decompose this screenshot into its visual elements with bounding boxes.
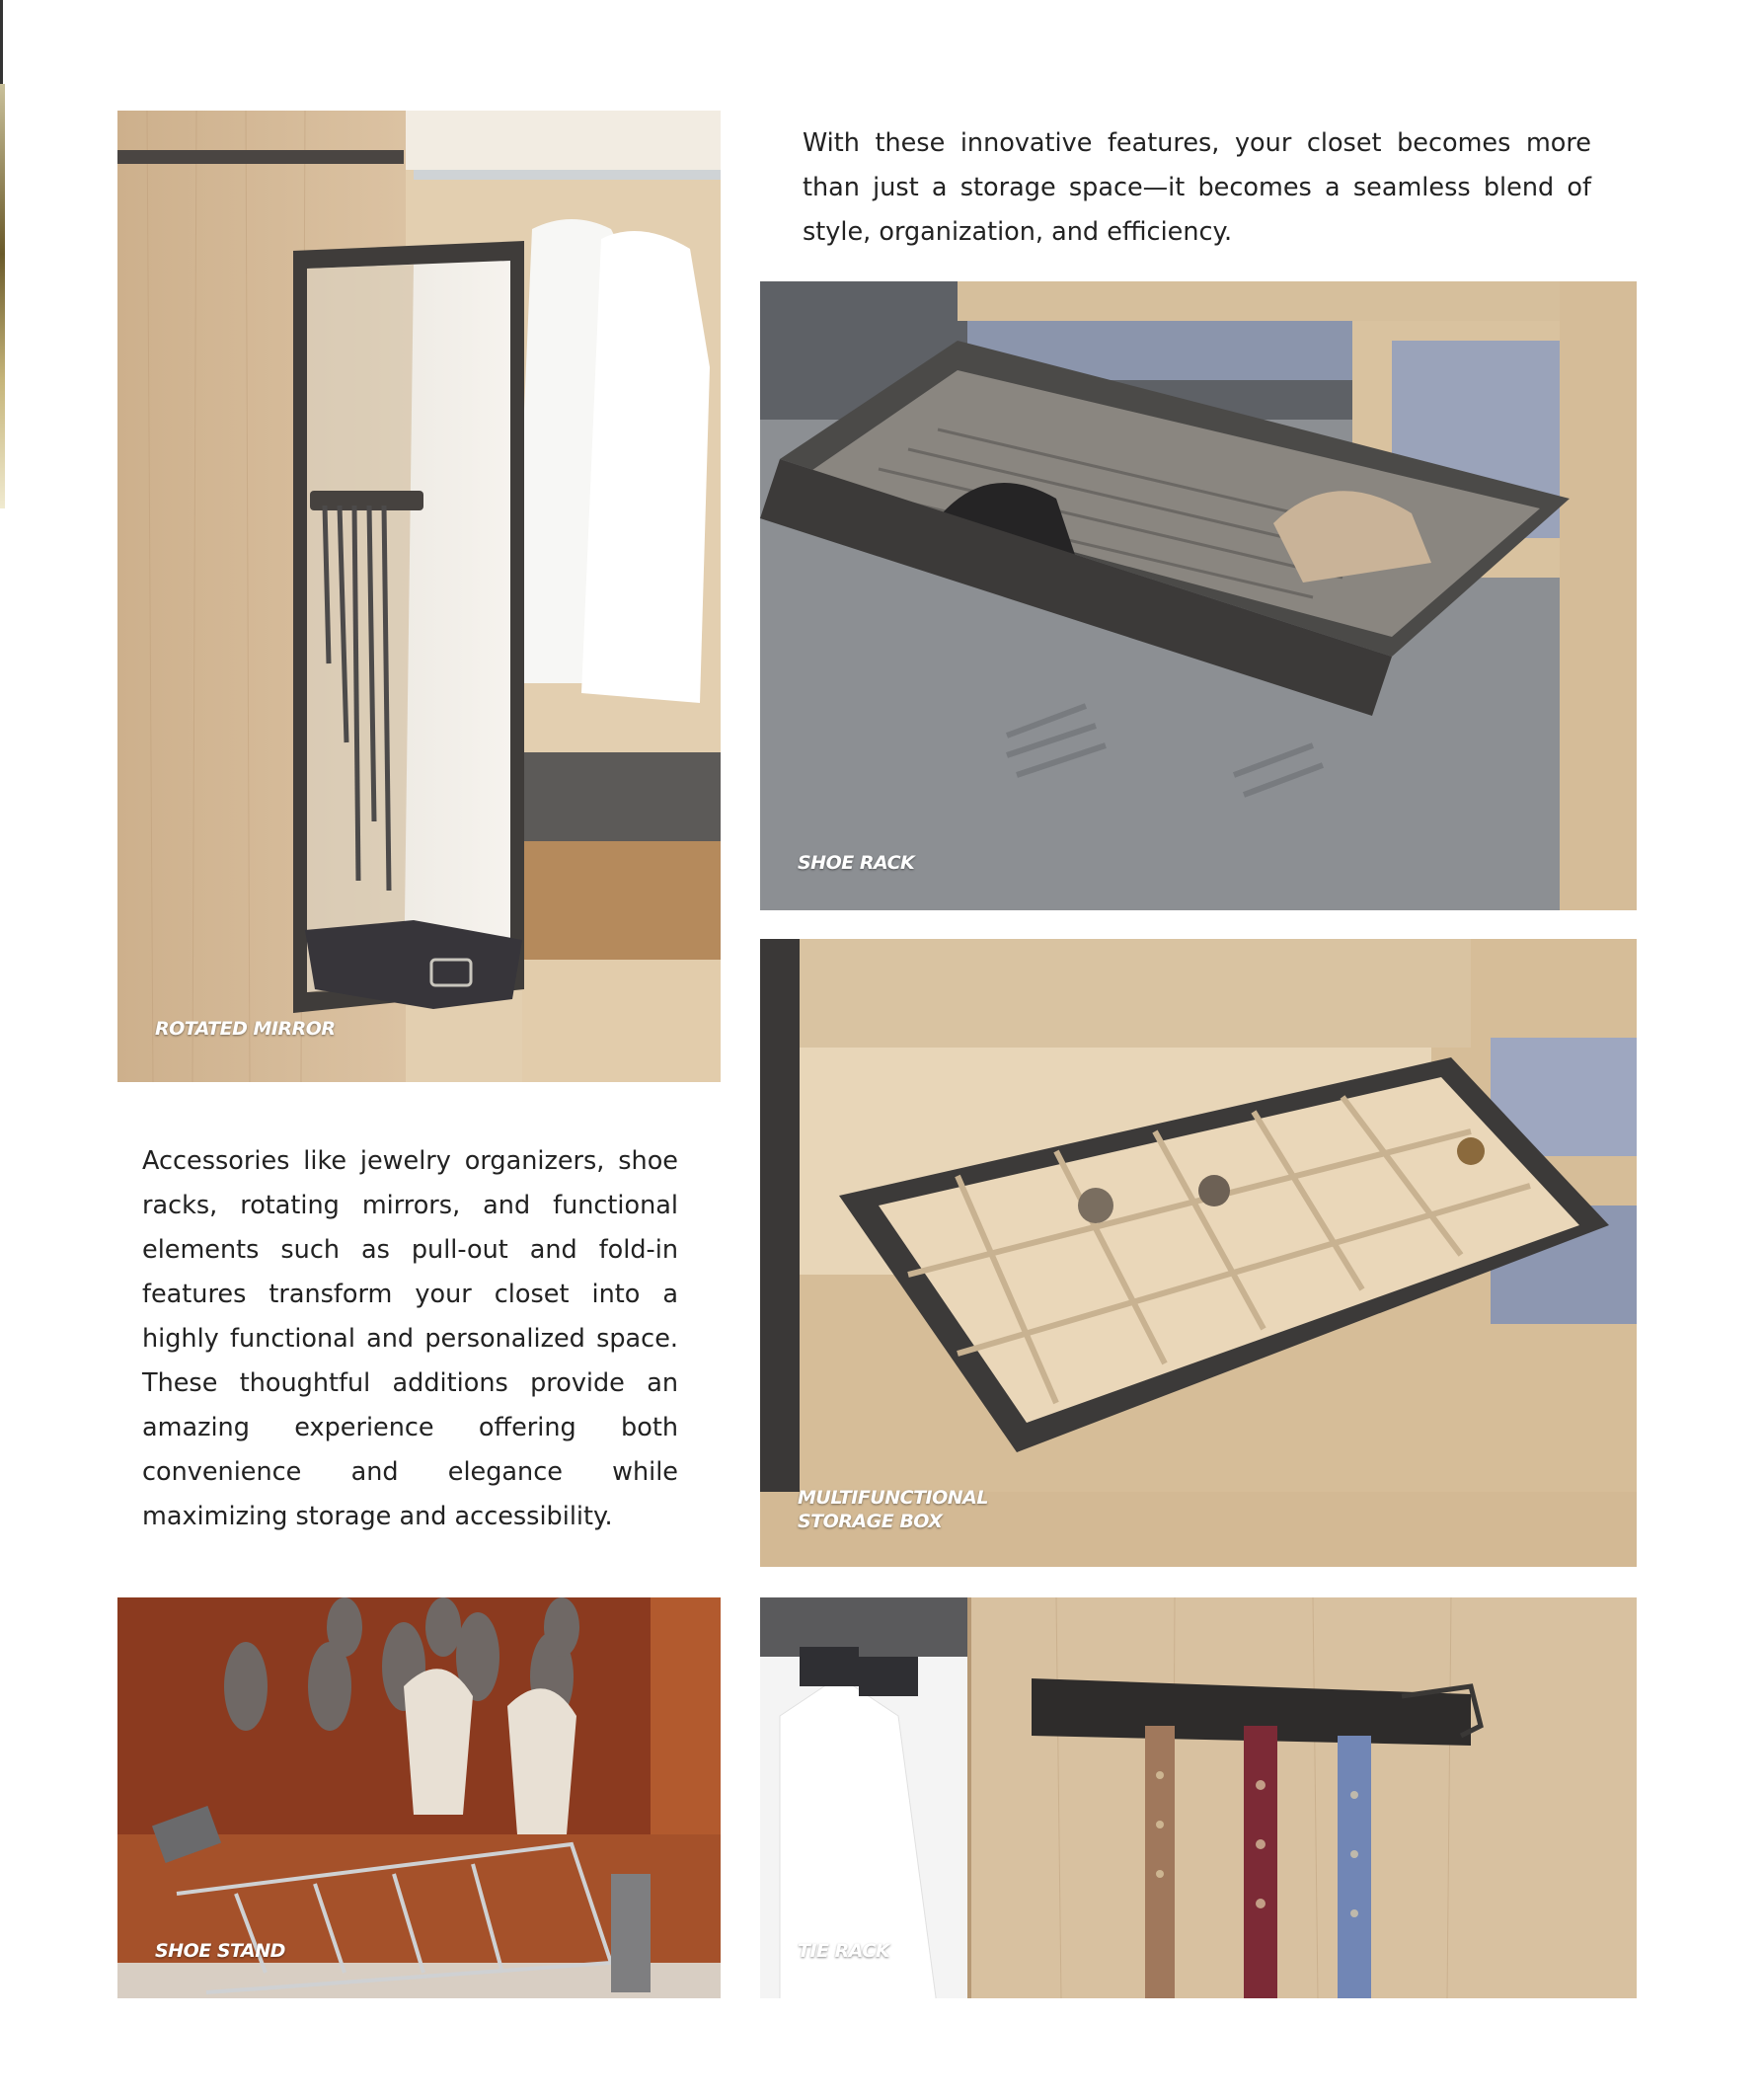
- photo-tie-rack: [760, 1597, 1637, 1998]
- intro-paragraph: With these innovative features, your closet becomes more than just a storage space—it becomes a seamless blend of style, organization, and efficiency.: [803, 128, 1591, 247]
- caption-shoe-rack: SHOE RACK: [798, 852, 915, 874]
- caption-storage-box-line1: MULTIFUNCTIONAL: [798, 1487, 988, 1509]
- caption-storage-box-line2: STORAGE BOX: [798, 1511, 943, 1532]
- caption-storage-box: [798, 1486, 988, 1533]
- photo-shoe-stand: [117, 1597, 721, 1998]
- photo-storage-box: [760, 939, 1637, 1567]
- page-edge-strip: [0, 84, 5, 508]
- caption-rotated-mirror: ROTATED MIRROR: [155, 1018, 336, 1040]
- caption-tie-rack: TIE RACK: [798, 1940, 890, 1962]
- photo-shoe-rack: [760, 281, 1637, 910]
- caption-shoe-stand: SHOE STAND: [155, 1940, 285, 1962]
- accessories-paragraph: Accessories like jewelry organizers, shoe racks, rotating mirrors, and functional elements such as pull-out and fold-in features transform your closet into a highly functional and personalized space. These thoughtful additions provide an amazing experience offering both convenience and elegance while maximizing storage and accessibility.: [142, 1146, 678, 1531]
- photo-rotated-mirror: [117, 111, 721, 1082]
